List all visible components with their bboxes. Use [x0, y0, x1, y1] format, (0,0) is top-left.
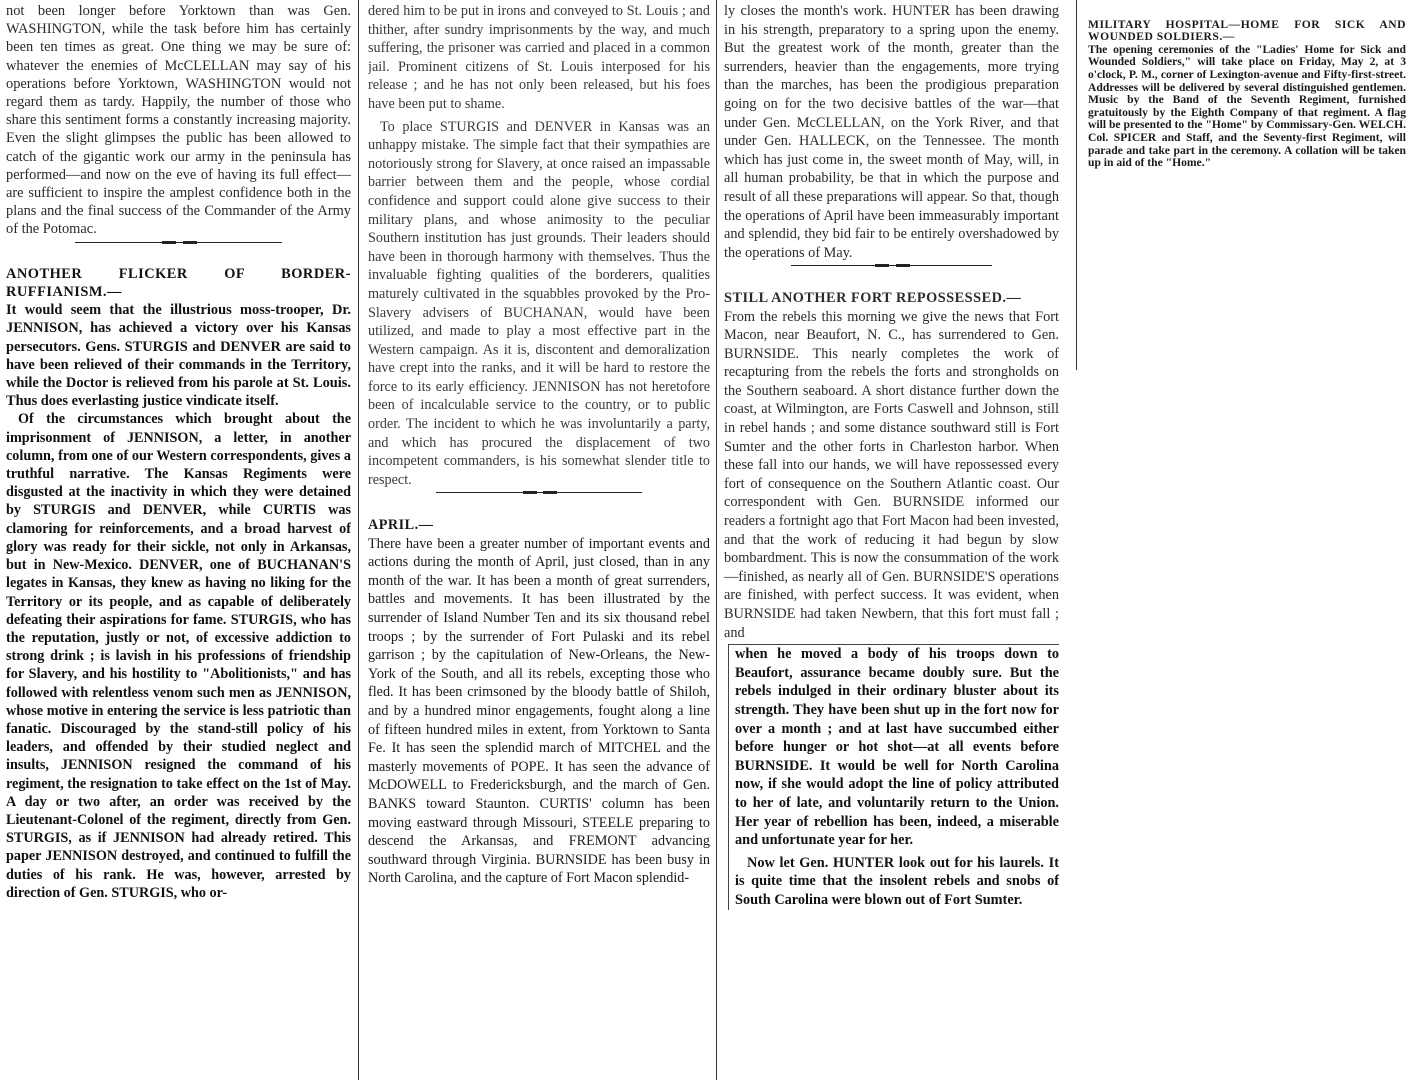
article-paragraph: not been longer before Yorktown than was Gen. WASHINGTON, while the task before him has certainly been ten times as great. One thing we may be sure of: whatever the enemies of McCLELLAN may say of his operations before Yorktown, WASHINGTON would not regard them as tardy. Happily, the number of those who share this sentiment forms a constantly increasing majority. Even the slight glimpses the public has been allowed to catch of the gigantic work our army in the peninsula has performed—and now on the eve of having its full effect—are sufficient to inspire the amplest confidence both in the plans and the final success of the Commander of the Army of the Potomac.: [6, 3, 351, 238]
article-heading: APRIL.—: [368, 517, 434, 534]
article-paragraph: [6, 247, 351, 411]
section-separator: [436, 492, 641, 493]
article-heading: MILITARY HOSPITAL—HOME FOR SICK AND WOUNDED SOLDIERS.—: [1088, 17, 1406, 44]
article-text: From the rebels this morning we give the news that Fort Macon, near Beaufort, N. C., has surrendered to Gen. BURNSIDE. This nearly completes the work of recapturing from the rebels the forts and strongholds on the Southern seaboard. A short distance further down the coast, at Wilmington, are Forts Caswell and Johnson, still in rebel hands ; and some distance southward still is Fort Sumter and the other forts in Charleston harbor. When these fall into our hands, we will have repossessed every fort of consequence on the Southern Atlantic coast. Our correspondent with Gen. BURNSIDE informed our readers a fortnight ago that Fort Macon had been invested, and that the work of reducing it had begun by slow bombardment. This is now the consummation of the work—finished, as nearly all of Gen. BURNSIDE'S operations are finished, with perfect success. It was evident, when BURNSIDE had taken Newbern, that this fort must fall ; and: [724, 308, 1059, 641]
column-4: [1088, 0, 1406, 1080]
article-text: There have been a greater number of important events and actions during the month of April, just closed, than in any month of the war. It has been a month of great surrenders, battles and movements. It has been illustrated by the surrender of Island Number Ten and its six thousand rebel troops ; by the surrender of Fort Pulaski and its rebel garrison ; by the capitulation of New-Orleans, the New-York of the South, and all its rebels, excepting those who fled. It has been crimsoned by the bloody battle of Shiloh, and by a hundred minor engagements, fought along a line of fifteen hundred miles in extent, from Yorktown to Santa Fe. It has seen the splendid march of MITCHEL and the masterly movements of POPE. It has seen the advance of McDOWELL to Fredericksburgh, and the march of Gen. BANKS toward Staunton. CURTIS' column has been moving eastward through Missouri, STEELE preparing to descend the Arkansas, and FREMONT advancing southward through Virginia. BURNSIDE has been busy in North Carolina, and the capture of Fort Macon splendid-: [368, 535, 710, 887]
article-paragraph: ly closes the month's work. HUNTER has been drawing in his strength, preparatory to a spring upon the enemy. But the greatest work of the month, greater than the surrenders, heavier than the engagements, more trying than the marches, has been the prodigious preparation going on for the two decisive battles of the war—that under Gen. McCLELLAN, on the York River, and that under Gen. HALLECK, on the Tennessee. The month which has just come in, the sweet month of May, will, in all human probability, be that in which the purpose and result of all these preparations will appear. So that, though the operations of April have been immeasurably important and splendid, they bid fair to be entirely overshadowed by the operations of May.: [724, 3, 1059, 261]
column-rule-3: [1076, 0, 1077, 370]
article-paragraph: [368, 497, 710, 887]
article-paragraph: To place STURGIS and DENVER in Kansas was an unhappy mistake. The simple fact that their sympathies are notoriously strong for Slavery, at once raised an impassable barrier between them and the people, whose cordial confidence and support could alone give success to their military plans, and whose animosity to the peculiar Southern institution has just grounds. Their leaders should have been in thorough harmony with themselves. Thus the invaluable fighting qualities of the borderers, qualities maturely cultivated in the squabbles provoked by the Pro-Slavery advisers of BUCHANAN, would have been utilized, and made to play a most effective part in the Western campaign. As it is, discontent and demoralization have crept into the ranks, and it will be hard to restore the force to its early efficiency. JENNISON has not heretofore been of incalculable service to the country, or to public order. The incident to which he was involuntarily a party, and which has procured the displacement of two incompetent commanders, is his somewhat slender title to respect.: [368, 118, 710, 488]
article-paragraph: [1088, 6, 1406, 170]
section-separator: [75, 242, 282, 243]
article-heading: STILL ANOTHER FORT REPOSSESSED.—: [724, 289, 1022, 306]
section-separator: [791, 265, 992, 266]
article-paragraph: [724, 270, 1059, 642]
column-3: [724, 0, 1059, 1080]
article-paragraph: Now let Gen. HUNTER look out for his laurels. It is quite time that the insolent rebels and snobs of South Carolina were blown out of Fort Sumter.: [735, 854, 1059, 908]
clipping-frame: [728, 644, 1059, 909]
article-paragraph: dered him to be put in irons and conveyed to St. Louis ; and thither, after sundry imprisonments by the way, and much suffering, the prisoner was carried and placed in a common jail. Prominent citizens of St. Louis interposed for his release ; and he has not only been released, but his foes have been put to shame.: [368, 3, 710, 112]
article-text: The opening ceremonies of the "Ladies' Home for Sick and Wounded Soldiers," will take place on Friday, May 2, at 3 o'clock, P. M., corner of Lexington-avenue and Fifty-first-street. Addresses will be delivered by several distinguished gentlemen. Music by the Band of the Seventh Regiment, furnished gratuitously by the Eighth Company of that regiment. A flag will be presented to the "Home" by Commissary-Gen. WELCH. Col. SPICER and Staff, and the Seventy-first Regiment, will parade and take part in the ceremony. A collation will be taken up in aid of the "Home.": [1088, 42, 1406, 170]
article-heading: ANOTHER FLICKER OF BORDER-RUFFIANISM.—: [6, 265, 351, 301]
column-rule-1: [358, 0, 359, 1080]
column-1: [6, 0, 351, 1080]
article-text: It would seem that the illustrious moss-trooper, Dr. JENNISON, has achieved a victory over his Kansas persecutors. Gens. STURGIS and DENVER are said to have been relieved of their commands in the Territory, while the Doctor is relieved from his parole at St. Louis. Thus does everlasting justice vindicate itself.: [6, 302, 351, 410]
article-paragraph: when he moved a body of his troops down to Beaufort, assurance became doubly sure. But the rebels indulged in their ordinary bluster about its strength. They have been shut up in the fort now for over a month ; and at last have succumbed either before hunger or hot shot—at all events before BURNSIDE. It would be well for North Carolina now, if she would adopt the line of policy attributed to her of late, and voluntarily return to the Union. Her year of rebellion has been, indeed, a miserable and unfortunate year for her.: [735, 646, 1059, 849]
column-rule-2: [716, 0, 717, 1080]
column-2: [368, 0, 710, 1080]
article-paragraph: Of the circumstances which brought about the imprisonment of JENNISON, a letter, in another column, from one of our Western correspondents, gives a truthful narrative. The Kansas Regiments were disgusted at the inactivity in which they were detained by STURGIS and DENVER, while CURTIS was clamoring for reinforcements, and a broad harvest of glory was ready for their sickle, not only in Arkansas, but in New-Mexico. DENVER, one of BUCHANAN'S legates in Kansas, they knew as having no liking for the Territory or its people, and as capable of deliberately defeating their aspirations for fame. STURGIS, who has the reputation, justly or not, of excessive addiction to strong drink ; is lavish in his professions of friendship for Slavery, and his hostility to "Abolitionists," and has followed with relentless venom such men as JENNISON, whose motive in entering the service is less patriotic than fanatic. Discouraged by the stand-still policy of his leaders, and offended by their studied neglect and insults, JENNISON resigned the command of his regiment, the resignation to take effect on the 1st of May. A day or two after, an order was received by the Lieutenant-Colonel of the regiment, directly from Gen. STURGIS, as if JENNISON had already retired. This paper JENNISON destroyed, and continued to fulfill the duties of his rank. He was, however, arrested by direction of Gen. STURGIS, who or-: [6, 411, 351, 901]
